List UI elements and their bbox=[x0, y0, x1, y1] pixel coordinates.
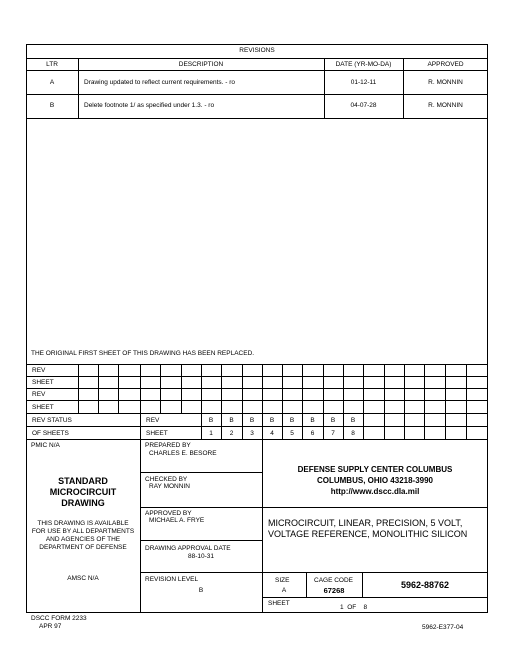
sheet-label: SHEET bbox=[268, 600, 290, 607]
rev-description: Drawing updated to reflect current requirements. - ro bbox=[84, 79, 236, 86]
col-date: DATE (YR-MO-DA) bbox=[335, 61, 392, 68]
revision-level-label: REVISION LEVEL bbox=[145, 576, 199, 583]
size-value: A bbox=[281, 587, 287, 594]
rev-status-value: B bbox=[208, 417, 214, 424]
rev-ltr: A bbox=[49, 79, 55, 86]
rev-date: 04-07-28 bbox=[350, 102, 377, 109]
dscc-url: http://www.dscc.dla.mil bbox=[330, 487, 420, 496]
sheet-number: 6 bbox=[310, 430, 315, 437]
approved-by-name: MICHAEL A. FRYE bbox=[149, 517, 205, 524]
availability-notice: THIS DRAWING IS AVAILABLE FOR USE BY ALL DEPARTMENTS AND AGENCIES OF THE DEPARTMENT OF DEFENSE bbox=[31, 520, 135, 551]
sheet-number: 5 bbox=[290, 430, 294, 437]
replaced-notice: THE ORIGINAL FIRST SHEET OF THIS DRAWING HAS BEEN REPLACED. bbox=[31, 350, 255, 357]
col-approved: APPROVED bbox=[427, 61, 464, 68]
pmic-label: PMIC N/A bbox=[31, 442, 60, 449]
approval-date-label: DRAWING APPROVAL DATE bbox=[145, 545, 231, 552]
rev-status-value: B bbox=[289, 417, 295, 424]
col-description: DESCRIPTION bbox=[178, 61, 224, 68]
rev-status-value: B bbox=[330, 417, 336, 424]
sheet-number: 8 bbox=[351, 430, 355, 437]
cage-code-value: 67268 bbox=[323, 586, 345, 595]
sheet-row-label: SHEET bbox=[32, 404, 54, 411]
approval-date-value: 88-10-31 bbox=[187, 553, 215, 560]
dscc-address: COLUMBUS, OHIO 43218-3990 bbox=[316, 476, 434, 485]
prepared-by-name: CHARLES E. BESORE bbox=[149, 450, 217, 457]
rev-status-label: REV STATUS bbox=[32, 417, 72, 424]
sheet-row-label: SHEET bbox=[32, 379, 54, 386]
rev-ltr: B bbox=[49, 102, 55, 109]
prepared-by-label: PREPARED BY bbox=[145, 442, 191, 449]
sheet-number: 4 bbox=[270, 430, 274, 437]
rev-date: 01-12-11 bbox=[350, 79, 377, 86]
col-ltr: LTR bbox=[46, 61, 58, 68]
rev-status-value: B bbox=[229, 417, 234, 424]
standard-title: STANDARD MICROCIRCUIT DRAWING bbox=[49, 476, 117, 508]
rev-row-label: REV bbox=[32, 367, 46, 374]
amsc-label: AMSC N/A bbox=[67, 575, 99, 582]
drawing-number: 5962-88762 bbox=[400, 580, 450, 590]
sheet-number: 7 bbox=[331, 430, 335, 437]
checked-by-name: RAY MONNIN bbox=[149, 483, 190, 490]
rev-status-value: B bbox=[310, 417, 315, 424]
size-label: SIZE bbox=[275, 577, 290, 584]
sheet-number: 1 bbox=[209, 430, 213, 437]
checked-by-label: CHECKED BY bbox=[145, 476, 188, 483]
rev-status-value: B bbox=[350, 417, 356, 424]
approved-by-label: APPROVED BY bbox=[145, 510, 192, 517]
rev-approved: R. MONNIN bbox=[428, 79, 463, 86]
rev-row-label: REV bbox=[32, 391, 46, 398]
device-title: MICROCIRCUIT, LINEAR, PRECISION, 5 VOLT, VOLTAGE REFERENCE, MONOLITHIC SILICON bbox=[268, 518, 468, 539]
of-sheets-label: OF SHEETS bbox=[32, 430, 69, 437]
sheet-number: 3 bbox=[250, 430, 254, 437]
rev-status-value: B bbox=[269, 417, 275, 424]
cage-code-label: CAGE CODE bbox=[314, 577, 354, 584]
sheet-number: 2 bbox=[229, 430, 234, 437]
revisions-title: REVISIONS bbox=[239, 47, 275, 54]
form-date: APR 97 bbox=[39, 623, 62, 630]
dscc-name: DEFENSE SUPPLY CENTER COLUMBUS bbox=[297, 465, 453, 474]
revision-level-value: B bbox=[198, 587, 204, 594]
rev-status-rev-label: REV bbox=[146, 417, 160, 424]
form-number: DSCC FORM 2233 bbox=[31, 615, 87, 622]
rev-description: Delete footnote 1/ as specified under 1.3. - ro bbox=[84, 102, 215, 109]
rev-approved: R. MONNIN bbox=[428, 102, 463, 109]
rev-status-sheet-label: SHEET bbox=[146, 430, 168, 437]
sheet-value: 1 OF 8 bbox=[340, 604, 368, 611]
document-code: 5962-E377-04 bbox=[422, 624, 464, 631]
rev-status-value: B bbox=[249, 417, 255, 424]
